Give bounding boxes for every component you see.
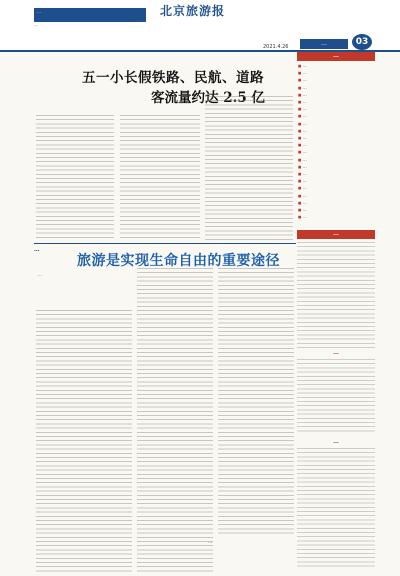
- sidebar-header-2: …: [297, 230, 375, 239]
- sidebar-toc-item[interactable]: ■ …: [298, 164, 374, 171]
- masthead: [0, 0, 400, 52]
- sidebar-toc-item[interactable]: ■ …: [298, 142, 374, 149]
- article2-byline: …: [208, 540, 213, 545]
- article2-body-col3: [218, 268, 294, 536]
- sidebar-toc-item[interactable]: ■ …: [298, 121, 374, 128]
- article1-body-col2: [120, 115, 200, 241]
- sidebar-toc-item[interactable]: ■ …: [298, 214, 374, 221]
- article2-title: 旅游是实现生命自由的重要途径: [77, 253, 280, 269]
- headline-line2: 客流量约达 2.5 亿: [151, 90, 265, 106]
- sidebar-text-block-2: [297, 359, 375, 433]
- publication-slogan: …: [140, 18, 145, 24]
- article1-body-col3: [205, 96, 293, 241]
- sidebar-toc-item[interactable]: ■ …: [298, 77, 374, 84]
- sidebar-toc-item[interactable]: ■ …: [298, 99, 374, 106]
- sidebar-toc-item[interactable]: ■ …: [298, 92, 374, 99]
- sidebar-toc-item[interactable]: ■ …: [298, 128, 374, 135]
- sidebar-toc-item[interactable]: ■ …: [298, 63, 374, 70]
- article2-body-col1: [36, 310, 132, 572]
- sidebar-text-block-3: [297, 448, 375, 568]
- sidebar-toc-item[interactable]: ■ …: [298, 185, 374, 192]
- sidebar-header-4: …: [333, 439, 339, 445]
- sidebar-toc-item[interactable]: ■ …: [298, 106, 374, 113]
- headline-line1: 五一小长假铁路、民航、道路: [82, 70, 264, 86]
- sidebar-toc-item[interactable]: ■ …: [298, 85, 374, 92]
- article1-body-col1: [36, 115, 114, 241]
- sidebar-toc-item[interactable]: ■ …: [298, 171, 374, 178]
- sidebar-toc-item[interactable]: ■ …: [298, 200, 374, 207]
- sidebar-toc-item[interactable]: ■ …: [298, 207, 374, 214]
- page-number: 03: [352, 34, 372, 50]
- section-tab: …: [300, 39, 348, 49]
- sidebar-toc-item[interactable]: ■ …: [298, 70, 374, 77]
- publication-name: 北京旅游报: [160, 4, 226, 18]
- issue-date: 2021.4.26: [263, 44, 289, 50]
- sidebar-toc-item[interactable]: ■ …: [298, 193, 374, 200]
- contact-bar: …: [34, 8, 146, 22]
- sidebar-header-3: …: [333, 350, 339, 356]
- sidebar-toc-item[interactable]: ■ …: [298, 149, 374, 156]
- article2-lead: …: [38, 272, 43, 277]
- article2-body-col2: [137, 268, 213, 572]
- section-divider: [34, 243, 296, 244]
- sidebar-toc-item[interactable]: ■ …: [298, 113, 374, 120]
- article2-tag: …: [34, 247, 40, 253]
- sidebar-text-block-1: [297, 242, 375, 348]
- sidebar-toc-list: [298, 63, 374, 221]
- contact-bar-secondary: …: [34, 22, 38, 27]
- sidebar: [297, 52, 375, 572]
- sidebar-toc-item[interactable]: ■ …: [298, 157, 374, 164]
- sidebar-toc-item[interactable]: ■ …: [298, 178, 374, 185]
- sidebar-toc-item[interactable]: ■ …: [298, 135, 374, 142]
- sidebar-header-1: …: [297, 52, 375, 61]
